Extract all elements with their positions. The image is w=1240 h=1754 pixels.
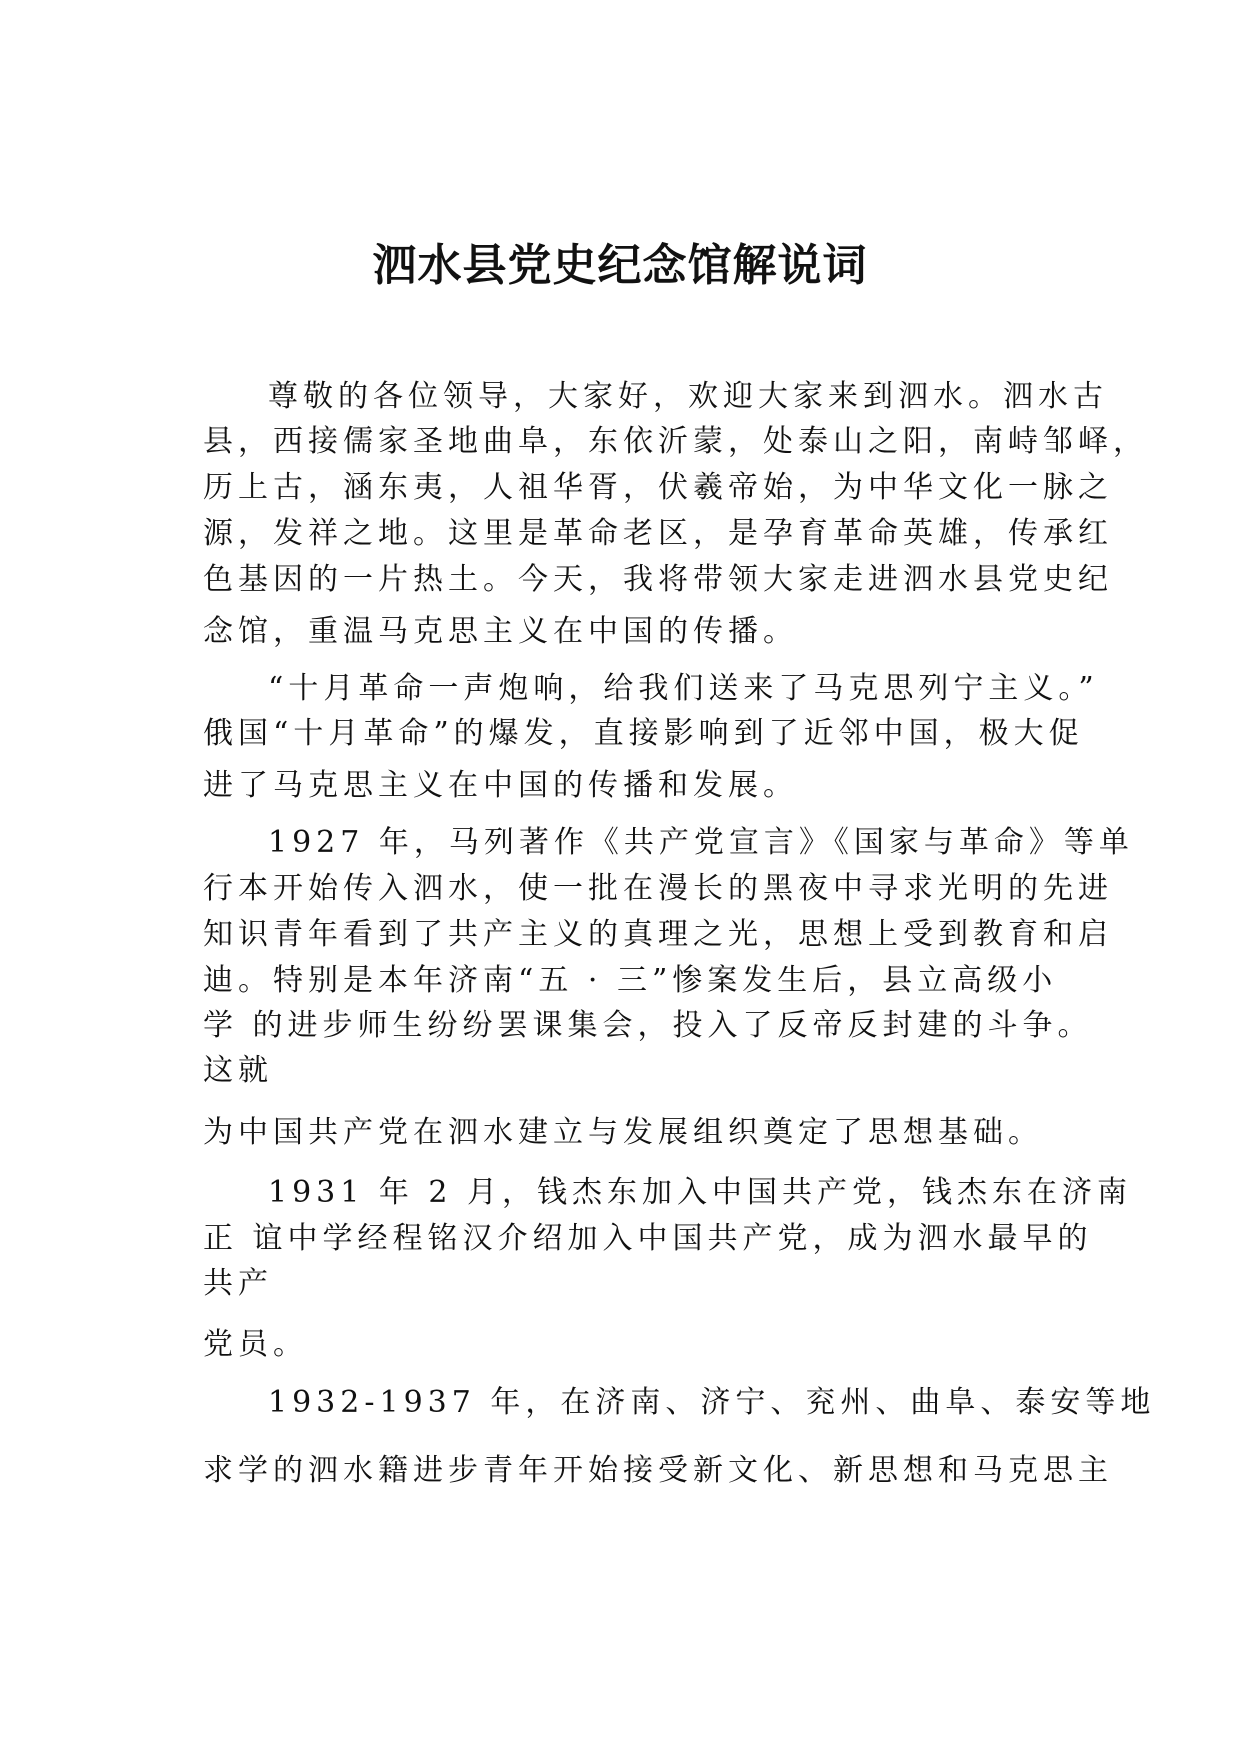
paragraph-line: 县，西接儒家圣地曲阜，东依沂蒙，处泰山之阳，南峙邹峄，: [203, 424, 1148, 459]
paragraph-line: 源，发祥之地。这里是革命老区，是孕育革命英雄，传承红: [203, 516, 1113, 551]
paragraph-line: 进了马克思主义在中国的传播和发展。: [203, 768, 798, 803]
paragraph-line: 1932-1937 年，在济南、济宁、兖州、曲阜、泰安等地: [268, 1385, 1156, 1420]
paragraph-line: 1931 年 2 月，钱杰东加入中国共产党，钱杰东在济南: [268, 1175, 1133, 1210]
paragraph-line: 俄国“十月革命”的爆发，直接影响到了近邻中国，极大促: [203, 716, 1084, 751]
document-title: 泗水县党史纪念馆解说词: [372, 240, 868, 291]
paragraph-line: 党员。: [203, 1327, 308, 1362]
paragraph-line: 尊敬的各位领导，大家好，欢迎大家来到泗水。泗水古: [268, 379, 1108, 414]
paragraph-line: 正 谊中学经程铭汉介绍加入中国共产党，成为泗水最早的: [203, 1221, 1093, 1256]
paragraph-line: 学 的进步师生纷纷罢课集会，投入了反帝反封建的斗争。: [203, 1008, 1093, 1043]
paragraph-line: 历上古，涵东夷，人祖华胥，伏羲帝始，为中华文化一脉之: [203, 470, 1113, 505]
paragraph-line: 色基因的一片热土。今天，我将带领大家走进泗水县党史纪: [203, 562, 1113, 597]
paragraph-line: 行本开始传入泗水，使一批在漫长的黑夜中寻求光明的先进: [203, 871, 1113, 906]
paragraph-line: 迪。特别是本年济南“五 · 三”惨案发生后，县立高级小: [203, 963, 1058, 998]
paragraph-line: 这就: [203, 1053, 273, 1088]
paragraph-line: 求学的泗水籍进步青年开始接受新文化、新思想和马克思主: [203, 1453, 1113, 1488]
paragraph-line: 为中国共产党在泗水建立与发展组织奠定了思想基础。: [203, 1115, 1043, 1150]
paragraph-line: “十月革命一声炮响，给我们送来了马克思列宁主义。”: [268, 671, 1099, 706]
paragraph-line: 念馆，重温马克思主义在中国的传播。: [203, 614, 798, 649]
paragraph-line: 1927 年，马列著作《共产党宣言》《国家与革命》等单: [268, 825, 1134, 860]
paragraph-line: 共产: [203, 1266, 273, 1301]
paragraph-line: 知识青年看到了共产主义的真理之光，思想上受到教育和启: [203, 917, 1113, 952]
